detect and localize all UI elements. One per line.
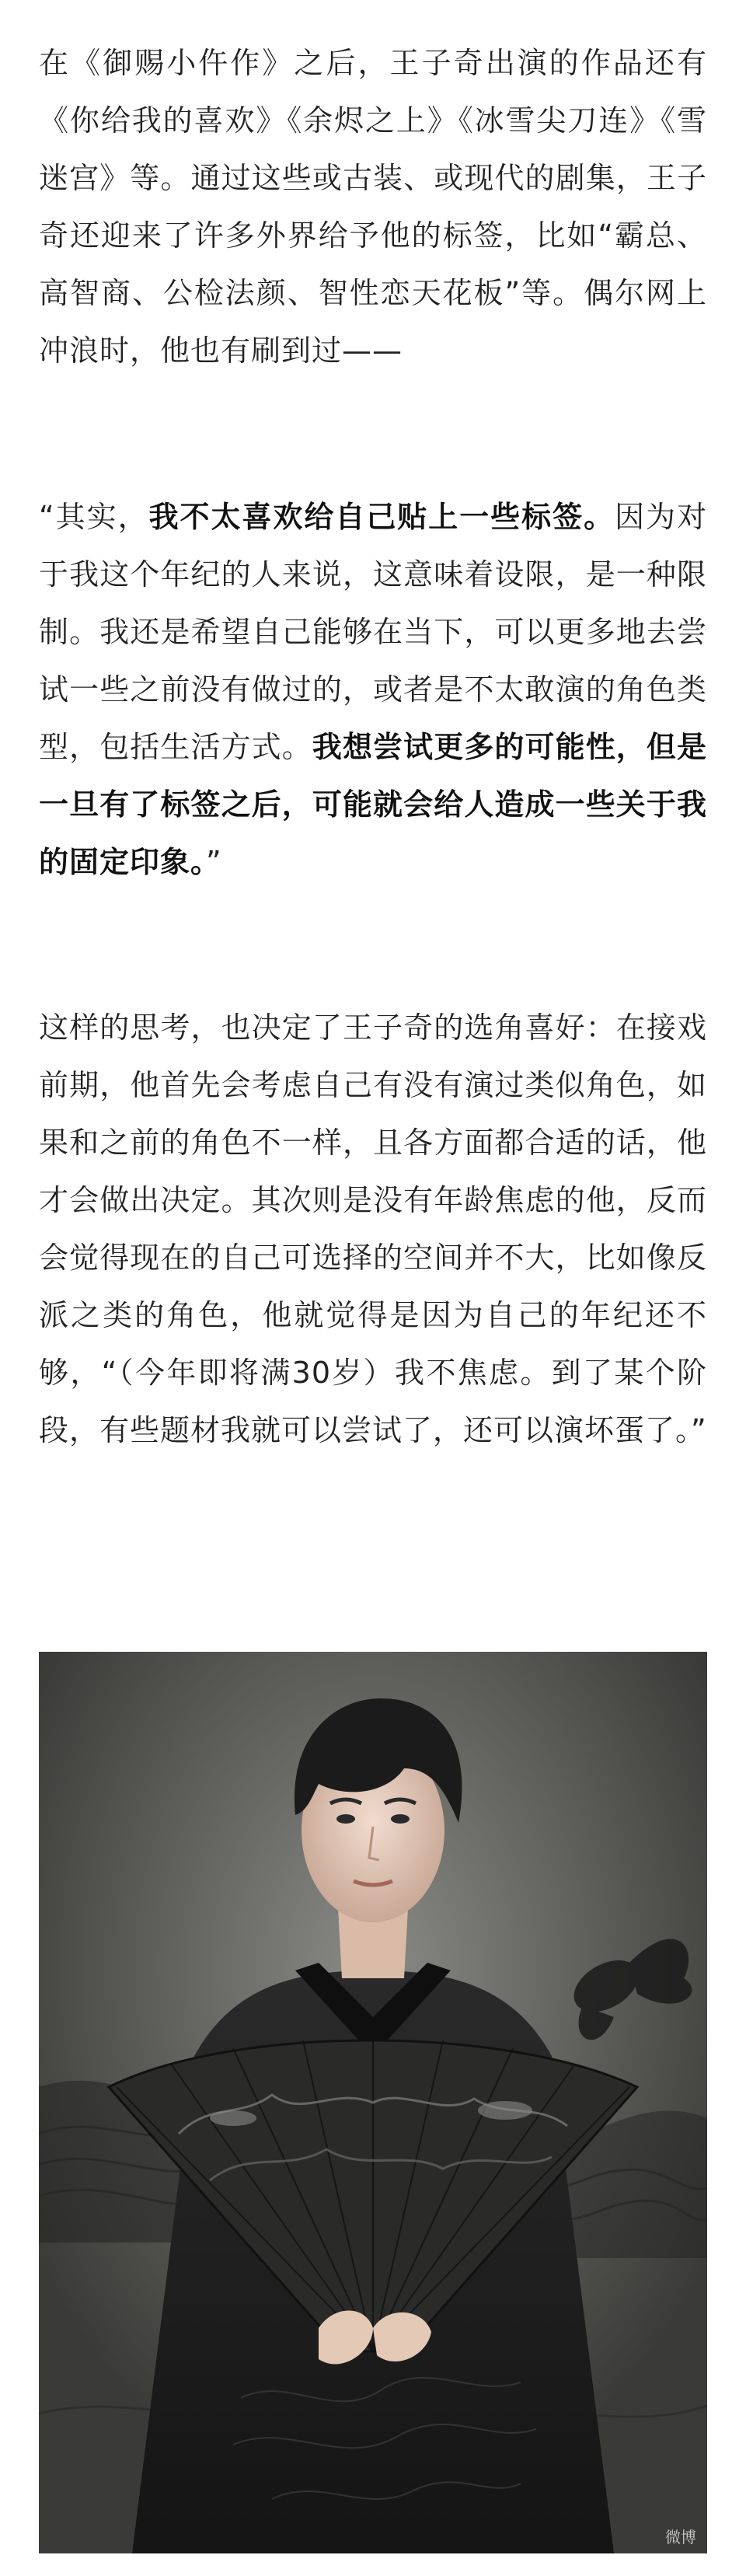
watermark: 微博	[665, 2528, 696, 2546]
paragraph-3	[39, 999, 707, 1459]
portrait-photo	[39, 1652, 707, 2553]
text-run: 在《御赐小仵作》之后，王子奇出演的作品还有《你给我的喜欢》《余烬之上》《冰雪尖刀连》《雪迷宫》等。通过这些或古装、或现代的剧集，王子奇还迎来了许多外界给予他的标签，比如“霸总、高智商、公检法颜、智性恋天花板”等。偶尔网上冲浪时，他也有刷到过——	[39, 46, 707, 368]
paragraph-1	[39, 34, 707, 379]
portrait-illustration	[39, 1652, 707, 2553]
emphasis-text: 我不太喜欢给自己贴上一些标签。	[148, 500, 615, 534]
paragraph-2-quote	[39, 488, 707, 891]
emphasis-text: 我想尝试更多的可能性，但是一旦有了标签之后，可能就会给人造成一些关于我的固定印象。	[39, 730, 707, 879]
text-run: 这样的思考，也决定了王子奇的选角喜好：在接戏前期，他首先会考虑自己有没有演过类似角色，如果和之前的角色不一样，且各方面都合适的话，他才会做出决定。其次则是没有年龄焦虑的他，反而会觉得现在的自己可选择的空间并不大，比如像反派之类的角色，他就觉得是因为自己的年纪还不够，“（今年即将满30岁）我不焦虑。到了某个阶段，有些题材我就可以尝试了，还可以演坏蛋了。”	[39, 1011, 707, 1447]
text-run: 因为对于我这个年纪的人来说，这意味着设限，是一种限制。我还是希望自己能够在当下，可以更多地去尝试一些之前没有做过的，或者是不太敢演的角色类型，包括生活方式。	[39, 500, 707, 764]
text-run: “其实，	[39, 500, 149, 534]
text-run: ”	[206, 845, 222, 879]
